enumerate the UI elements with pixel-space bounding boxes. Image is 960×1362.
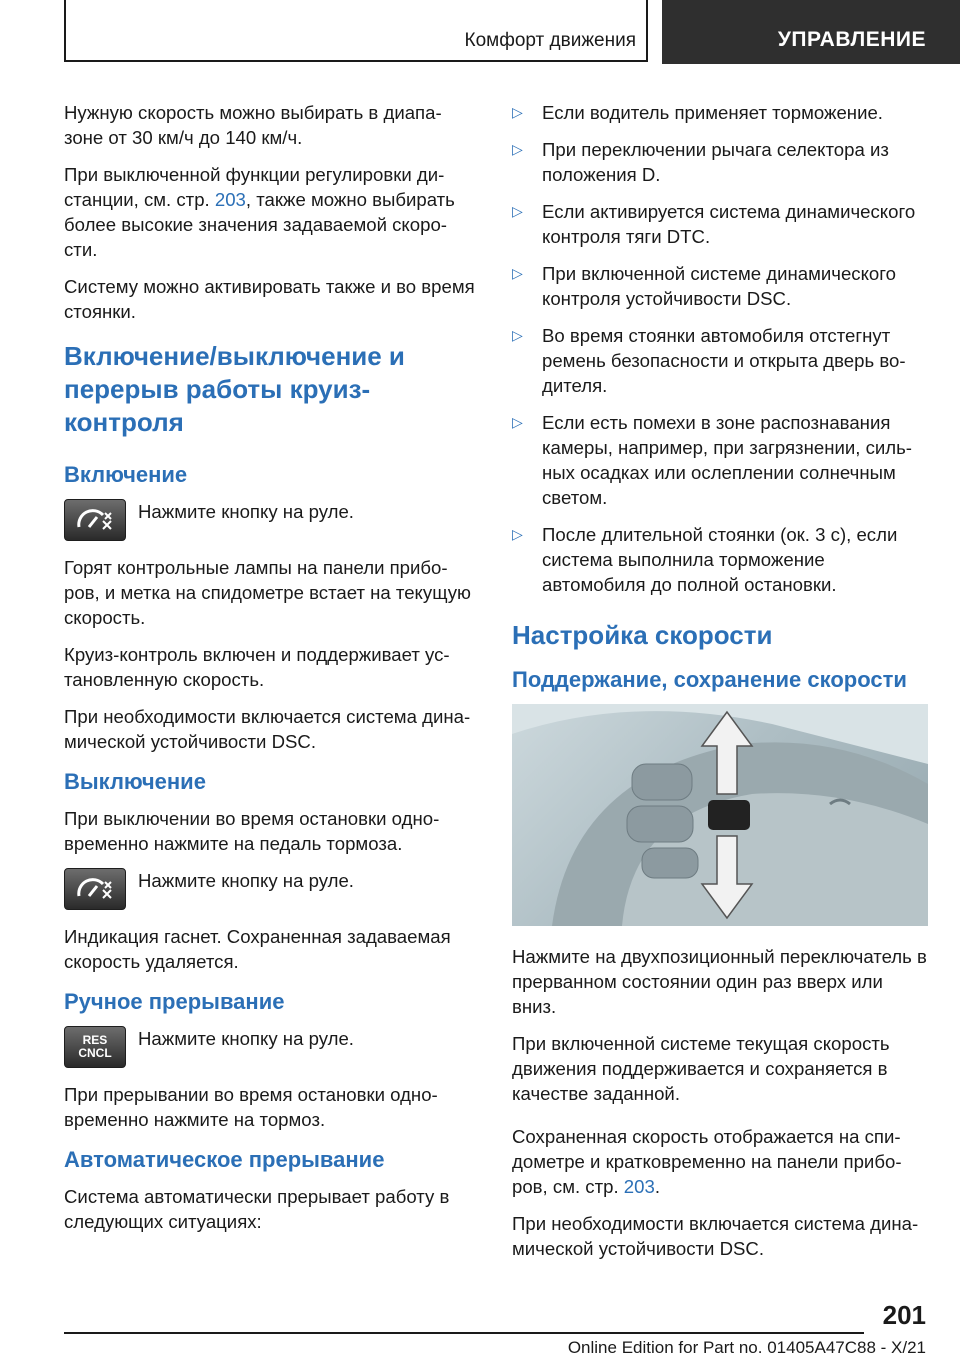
triangle-bullet-icon: ▷ — [512, 141, 523, 157]
header-section-title: Комфорт движения — [464, 30, 636, 51]
left-column — [64, 100, 478, 1246]
button-instruction-text: Нажмите кнопку на руле. — [138, 1028, 354, 1049]
paragraph: Сохраненная скорость отображается на спи-дометре и кратковременно на панели прибо-ров, см. стр. 203. — [512, 1126, 902, 1197]
right-column — [512, 100, 928, 1273]
paragraph: Индикация гаснет. Сохраненная задаваемая скорость удаляется. — [64, 926, 451, 972]
paragraph: При прерывании во время остановки одно-временно нажмите на тормоз. — [64, 1084, 438, 1130]
list-item: ▷ После длительной стоянки (ок. 3 с), если система выполнила торможение автомобиля до полной остановки. — [512, 524, 898, 595]
button-instruction-text: Нажмите кнопку на руле. — [138, 501, 354, 522]
triangle-bullet-icon: ▷ — [512, 104, 523, 120]
page-link-203[interactable]: 203 — [214, 189, 246, 210]
res-cncl-button-icon — [64, 1026, 126, 1068]
paragraph: Систему можно активировать также и во время стоянки. — [64, 276, 475, 322]
paragraph: Круиз-контроль включен и поддерживает ус-тановленную скорость. — [64, 644, 450, 690]
header-chapter-title: УПРАВЛЕНИЕ — [777, 28, 926, 51]
paragraph: При необходимости включается система дина-мической устойчивости DSC. — [64, 706, 471, 752]
button-instruction — [64, 868, 478, 910]
triangle-bullet-icon: ▷ — [512, 265, 523, 281]
paragraph: При необходимости включается система дина-мической устойчивости DSC. — [512, 1213, 919, 1259]
list-item: ▷ Если водитель применяет торможение. — [512, 102, 883, 123]
cncl-label: CNCL — [78, 1046, 112, 1060]
auto-interrupt-list — [512, 100, 928, 597]
button-instruction-text: Нажмите кнопку на руле. — [138, 870, 354, 891]
footer-edition: Online Edition for Part no. 01405A47C88 - X/21 — [567, 1338, 926, 1357]
paragraph: При включенной системе текущая скорость движения поддерживается и сохраняется в качестве заданной. — [512, 1033, 890, 1104]
subheading-keep-speed: Поддержание, сохранение скорости — [512, 667, 907, 692]
cruise-control-icon — [64, 499, 126, 541]
paragraph: Горят контрольные лампы на панели прибо-ров, и метка на спидометре встает на текущую скорость. — [64, 557, 471, 628]
subheading-off: Выключение — [64, 769, 206, 794]
res-label: RES — [82, 1033, 108, 1047]
list-item: ▷ При переключении рычага селектора из положения D. — [512, 139, 889, 185]
subheading-on: Включение — [64, 462, 188, 487]
paragraph: Нажмите на двухпозиционный переключатель в прерванном состоянии один раз вверх или вниз. — [512, 946, 927, 1017]
footer-divider — [64, 1332, 864, 1334]
triangle-bullet-icon: ▷ — [512, 203, 523, 219]
header-section-box — [64, 0, 648, 62]
triangle-bullet-icon: ▷ — [512, 526, 523, 542]
subheading-auto: Автоматическое прерывание — [64, 1147, 385, 1172]
header-chapter-tab — [662, 0, 960, 64]
page-number: 201 — [882, 1300, 926, 1330]
steering-wheel-photo — [512, 704, 928, 926]
button-instruction — [64, 1026, 478, 1068]
button-instruction — [64, 499, 478, 541]
list-item: ▷ Если есть помехи в зоне распознавания камеры, например, при загрязнении, силь-ных осадках или ослеплении солнечным светом. — [512, 412, 912, 508]
paragraph: Система автоматически прерывает работу в следующих ситуациях: — [64, 1186, 450, 1232]
subheading-manual: Ручное прерывание — [64, 989, 285, 1014]
list-item: ▷ Если активируется система динамического контроля тяги DTC. — [512, 201, 916, 247]
paragraph: Нужную скорость можно выбирать в диапа-зоне от 30 км/ч до 140 км/ч. — [64, 102, 442, 148]
list-item: ▷ Во время стоянки автомобиля отстегнут ремень безопасности и открыта дверь во-дителя. — [512, 325, 906, 396]
triangle-bullet-icon: ▷ — [512, 327, 523, 343]
section-heading: Включение/выключение и перерыв работы круиз-контроля — [64, 341, 405, 437]
cruise-control-icon — [64, 868, 126, 910]
triangle-bullet-icon: ▷ — [512, 414, 523, 430]
page-link-203[interactable]: 203 — [623, 1176, 655, 1197]
list-item: ▷ При включенной системе динамического контроля устойчивости DSC. — [512, 263, 896, 309]
section-heading-speed: Настройка скорости — [512, 620, 773, 650]
paragraph: При выключенной функции регулировки ди-станции, см. стр. 203, также можно выбирать более высокие значения задаваемой скоро-сти. — [64, 164, 455, 260]
paragraph: При выключении во время остановки одно-временно нажмите на педаль тормоза. — [64, 808, 440, 854]
